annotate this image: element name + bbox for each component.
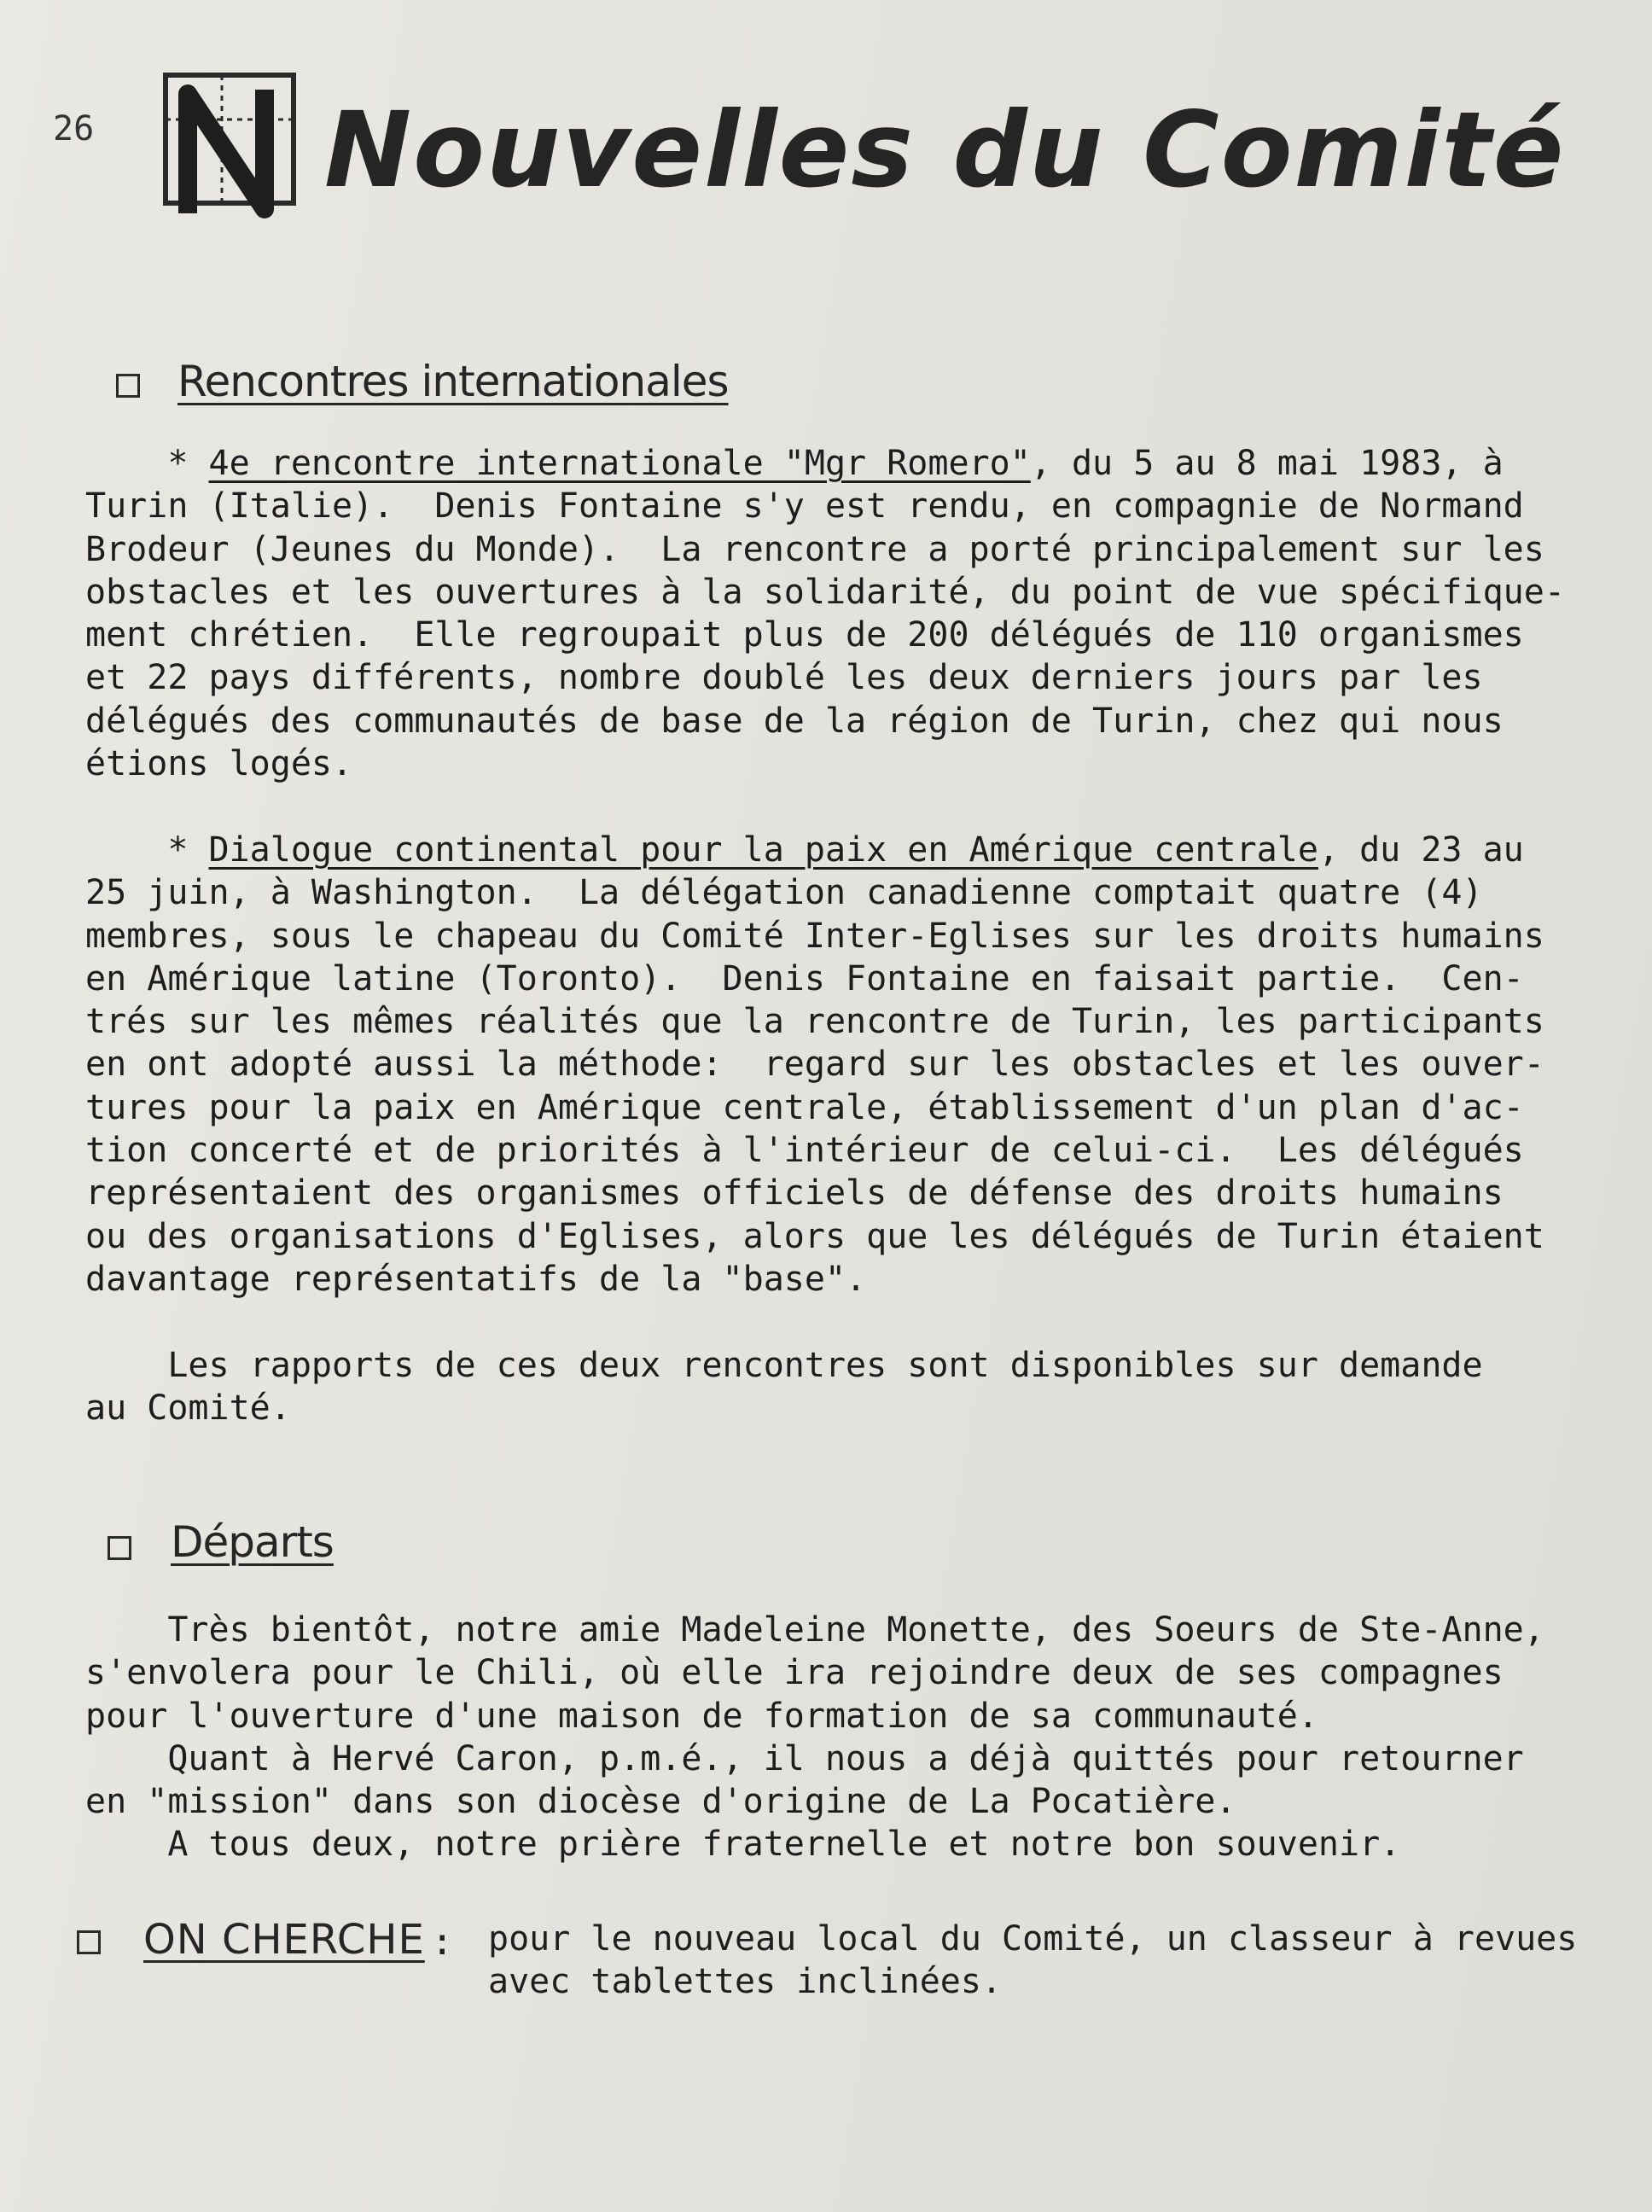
on-cherche-label: ON CHERCHE	[143, 1916, 425, 1964]
paragraph-lead: *	[85, 444, 209, 483]
section-bullet-box	[108, 1536, 131, 1560]
masthead-logo-icon	[162, 68, 316, 222]
paragraph-lead: *	[85, 830, 209, 870]
page-number: 26	[53, 109, 95, 148]
event-title-romero: 4e rencontre internationale "Mgr Romero"	[208, 444, 1031, 483]
paragraph-body: , du 5 au 8 mai 1983, à Turin (Italie). Denis Fontaine s'y est rendu, en compagnie de Normand Brodeur (Jeunes du Monde). La rencontre a porté principalement sur les obstacles et les ouvertures à la solidarité, du point de vue spécifique- ment chrétien. Elle regroupait plus de 200 délégués de 110 organismes et 22 pays différents, nombre doublé les deux derniers jours par les délégués des communautés de base de la région de Turin, chez qui nous étions logés.	[85, 444, 1565, 784]
paragraph-body: , du 23 au 25 juin, à Washington. La délégation canadienne comptait quatre (4) membres, sous le chapeau du Comité Inter-Eglises sur les droits humains en Amérique latine (Toronto). Denis Fontaine en faisait partie. Cen- trés sur les mêmes réalités que la rencontre de Turin, les participants en ont adopté aussi la méthode: regard sur les obstacles et les ouver- tures pour la paix en Amérique centrale, établissement d'un plan d'ac- tion concerté et de priorités à l'intérieur de celui-ci. Les délégués représentaient des organismes officiels de défense des droits humains ou des organisations d'Eglises, alors que les délégués de Turin étaient davantage représentatifs de la "base".	[85, 830, 1544, 1299]
paragraph-mgr-romero	[85, 442, 1630, 785]
event-title-dialogue: Dialogue continental pour la paix en Amérique centrale	[208, 830, 1318, 870]
section-bullet-box	[116, 374, 140, 398]
on-cherche-text: pour le nouveau local du Comité, un classeur à revues avec tablettes inclinées.	[488, 1919, 1578, 2002]
section-heading-departs: Départs	[171, 1517, 334, 1567]
section-heading-rencontres: Rencontres internationales	[177, 357, 729, 406]
paragraph-departs: Très bientôt, notre amie Madeleine Monette, des Soeurs de Ste-Anne, s'envolera pour le Chili, où elle ira rejoindre deux de ses compagnes pour l'ouverture d'une maison de formation de sa communauté. Quant à Hervé Caron, p.m.é., il nous a déjà quittés pour retourner en "mission" dans son diocèse d'origine de La Pocatière. A tous deux, notre prière fraternelle et notre bon souvenir.	[85, 1610, 1544, 1865]
paragraph-rapports: Les rapports de ces deux rencontres sont disponibles sur demande au Comité.	[85, 1346, 1483, 1429]
masthead	[162, 55, 1566, 290]
masthead-title: Nouvelles du Comité	[324, 90, 1566, 211]
on-cherche-colon: :	[431, 1920, 454, 1964]
paragraph-dialogue-continental	[85, 829, 1630, 1301]
section-bullet-box	[77, 1930, 101, 1954]
